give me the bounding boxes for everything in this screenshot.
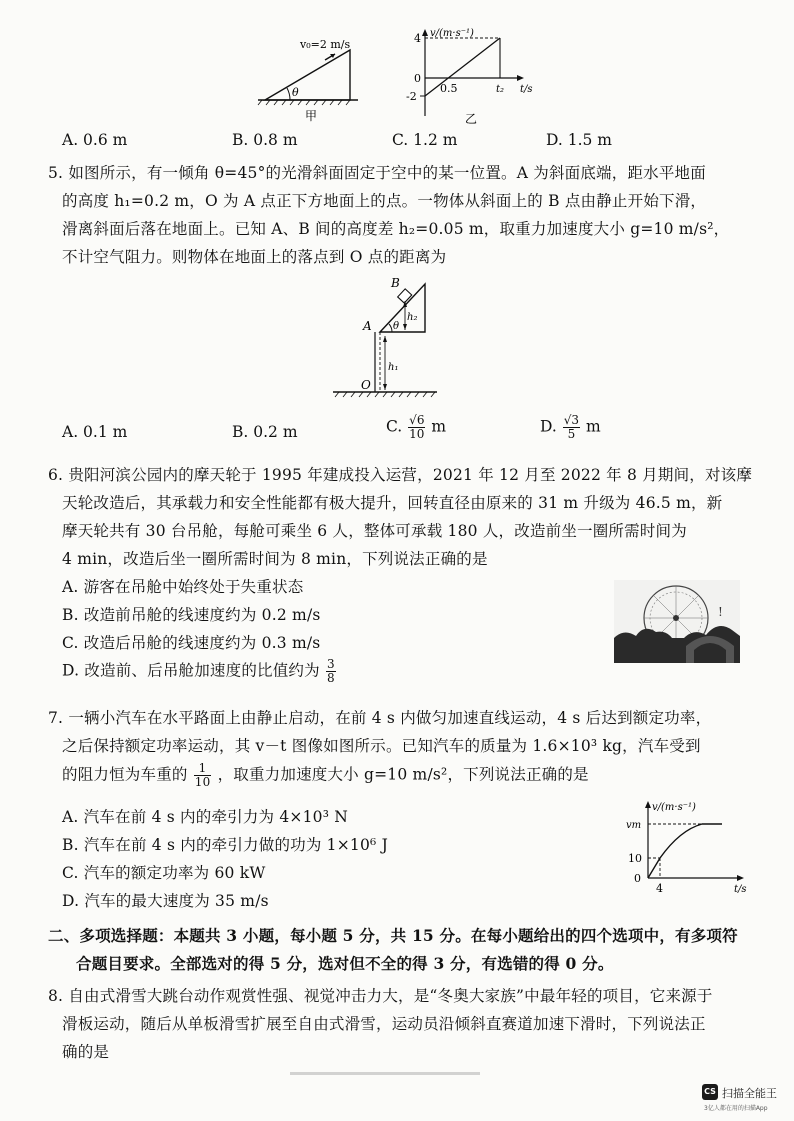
q6-line-2: 天轮改造后，其承载力和安全性能都有极大提升，回转直径由原来的 31 m 升级为 46.5 m，新 (62, 494, 723, 512)
q8-line-1: 8. 自由式滑雪大跳台动作观赏性强、视觉冲击力大，是“冬奥大家族”中最年轻的项目，它来源于 (48, 987, 713, 1005)
figure-jia-caption: 甲 (305, 109, 318, 123)
ferris-wheel-photo (614, 580, 740, 663)
section-2-heading-line-2: 合题目要求。全部选对的得 5 分，选对但不全的得 3 分，有选错的得 0 分。 (76, 954, 614, 973)
q4-option-a: A. 0.6 m (62, 131, 128, 149)
yi-tick-neg2: -2 (406, 90, 417, 103)
q5-option-d-den: 5 (567, 427, 576, 441)
q6-option-d-text: D. 改造前、后吊舱加速度的比值约为 (62, 661, 320, 680)
yi-tick-t2: t₂ (496, 84, 505, 95)
q6-option-d-fraction (326, 658, 336, 685)
q6-option-d-den: 8 (326, 671, 335, 685)
q7-line-1: 7. 一辆小汽车在水平路面上由静止启动，在前 4 s 内做匀加速直线运动，4 s 后达到额定功率， (48, 709, 712, 727)
q6-line-4: 4 min，改造后坐一圈所需时间为 8 min，下列说法正确的是 (62, 550, 488, 568)
q6-option-b: B. 改造前吊舱的线速度约为 0.2 m/s (62, 606, 321, 624)
q4-option-d: D. 1.5 m (546, 131, 613, 149)
figure-yi-caption: 乙 (465, 112, 478, 126)
q6-line-3: 摩天轮共有 30 台吊舱，每舱可乘坐 6 人，整体可承载 180 人，改造前坐一圈所需时间为 (62, 522, 687, 540)
q4-option-c: C. 1.2 m (392, 131, 458, 149)
yi-tick-0: 0 (414, 72, 421, 85)
q5-option-b: B. 0.2 m (232, 423, 298, 441)
q8-line-3: 确的是 (62, 1043, 110, 1061)
q5-line-2: 的高度 h₁=0.2 m，O 为 A 点正下方地面上的点。一物体从斜面上的 B 点由静止开始下滑， (62, 192, 707, 210)
q7-tick-4: 4 (656, 882, 663, 895)
section-2-heading-line-1: 二、多项选择题：本题共 3 小题，每小题 5 分，共 15 分。在每小题给出的四个选项中，有多项符 (48, 926, 738, 945)
q7-option-d: D. 汽车的最大速度为 35 m/s (62, 892, 269, 910)
q4-option-b: B. 0.8 m (232, 131, 298, 149)
q5-option-c-num: √6 (409, 413, 425, 427)
scanner-logo-icon: CS (702, 1084, 718, 1100)
q7-line-3-pre: 的阻力恒为车重的 (62, 765, 188, 784)
q5-label-h1: h₁ (388, 362, 399, 373)
q5-option-c-den: 10 (409, 427, 425, 441)
q5-label-theta: θ (393, 321, 400, 332)
v0-label: v₀=2 m/s (300, 38, 351, 51)
q5-label-b: B (391, 276, 400, 290)
q6-line-1: 6. 贵阳河滨公园内的摩天轮于 1995 年建成投入运营，2021 年 12 月至 2022 年 8 月期间，对该摩 (48, 466, 753, 484)
footer-smudge (290, 1072, 480, 1075)
q5-option-c-unit: m (431, 417, 447, 436)
q7-option-a: A. 汽车在前 4 s 内的牵引力为 4×10³ N (62, 808, 349, 826)
q7-option-c: C. 汽车的额定功率为 60 kW (62, 864, 266, 882)
q7-line-2: 之后保持额定功率运动，其 v－t 图像如图所示。已知汽车的质量为 1.6×10³ kg，汽车受到 (62, 737, 701, 755)
figure-q7-vt-graph (622, 796, 762, 896)
q5-option-a: A. 0.1 m (62, 423, 128, 441)
figure-jia-incline (250, 28, 370, 123)
q6-option-c: C. 改造后吊舱的线速度约为 0.3 m/s (62, 634, 321, 652)
q5-label-a: A (363, 319, 372, 333)
figure-yi-vt-graph (400, 26, 550, 126)
q7-line-3-post: ，取重力加速度大小 g=10 m/s²，下列说法正确的是 (217, 765, 589, 784)
scanner-watermark (702, 1084, 790, 1114)
q7-tick-10: 10 (628, 852, 642, 865)
q5-line-3: 滑离斜面后落在地面上。已知 A、B 间的高度差 h₂=0.05 m，取重力加速度大小 g=10 m/s²， (62, 220, 730, 238)
q5-option-c-fraction (408, 414, 425, 441)
q5-option-d (540, 414, 601, 441)
q7-drag-num: 1 (194, 762, 212, 776)
q5-option-d-unit: m (585, 417, 601, 436)
yi-xaxis-label: t/s (520, 84, 533, 95)
q6-option-a: A. 游客在吊舱中始终处于失重状态 (62, 578, 304, 596)
q7-option-b: B. 汽车在前 4 s 内的牵引力做的功为 1×10⁶ J (62, 836, 388, 854)
q5-label-h2: h₂ (407, 312, 418, 323)
q5-label-o: O (361, 378, 371, 392)
q7-yaxis-label: v/(m·s⁻¹) (652, 802, 696, 813)
q7-tick-vm: vm (626, 820, 642, 831)
q7-xaxis-label: t/s (734, 884, 747, 895)
yi-yaxis-label: v/(m·s⁻¹) (430, 28, 474, 39)
q7-line-3 (62, 762, 589, 789)
q7-drag-fraction (194, 762, 212, 789)
svg-text:!: ! (718, 605, 723, 619)
q5-option-d-fraction (563, 414, 580, 441)
q5-option-c (386, 414, 446, 441)
figure-q5-incline (325, 270, 445, 408)
q5-option-c-prefix: C. (386, 417, 403, 436)
q6-option-d-num: 3 (326, 657, 335, 671)
q5-option-d-num: √3 (563, 413, 580, 427)
theta-label: θ (292, 86, 299, 99)
yi-tick-0-5: 0.5 (440, 82, 458, 95)
scanner-app-slogan: 3亿人都在用的扫描App (704, 1105, 768, 1112)
q8-line-2: 滑板运动，随后从单板滑雪扩展至自由式滑雪，运动员沿倾斜直赛道加速下滑时，下列说法正 (62, 1015, 706, 1033)
q5-line-4: 不计空气阻力。则物体在地面上的落点到 O 点的距离为 (62, 248, 447, 266)
scanner-app-name: 扫描全能王 (722, 1087, 777, 1100)
q7-drag-den: 10 (194, 775, 211, 789)
q5-option-d-prefix: D. (540, 417, 557, 436)
q5-line-1: 5. 如图所示，有一倾角 θ=45°的光滑斜面固定于空中的某一位置。A 为斜面底端，距水平地面 (48, 164, 706, 182)
yi-tick-4: 4 (414, 32, 421, 45)
q7-tick-0: 0 (634, 872, 641, 885)
q6-option-d (62, 658, 337, 685)
